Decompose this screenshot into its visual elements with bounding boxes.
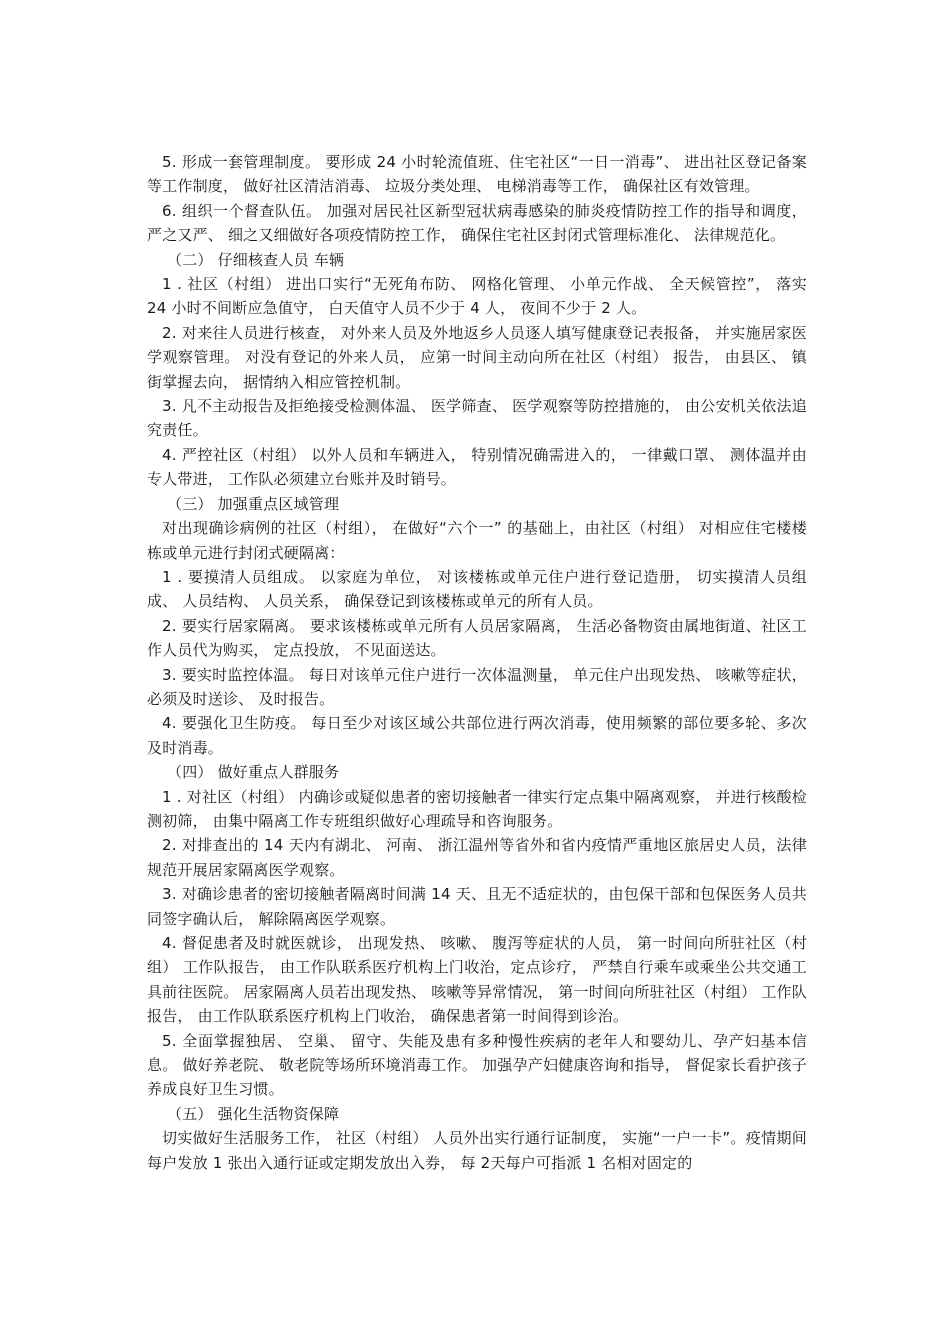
- paragraph-14: 3. 对确诊患者的密切接触者隔离时间满 14 天、且无不适症状的，由包保干部和包保医务人员共同签字确认后， 解除隔离医学观察。: [147, 885, 807, 928]
- paragraph-6: 4. 严控社区（村组） 以外人员和车辆进入， 特别情况确需进入的， 一律戴口罩、 测体温并由专人带进， 工作队必须建立台账并及时销号。: [147, 445, 807, 489]
- paragraph-7: 对出现确诊病例的社区（村组）， 在做好“六个一” 的基础上，由社区（村组） 对相应住宅楼楼栋或单元进行封闭式硬隔离：: [147, 519, 807, 562]
- paragraph-17: 切实做好生活服务工作， 社区（村组） 人员外出实行通行证制度， 实施“一户一卡”。疫情期间每户发放 1 张出入通行证或定期发放出入券， 每 2天每户可指派 1 名相对固定的: [147, 1129, 807, 1172]
- paragraph-5: 3. 凡不主动报告及拒绝接受检测体温、 医学筛查、 医学观察等防控措施的， 由公安机关依法追究责任。: [147, 397, 807, 440]
- document-body: [147, 150, 807, 1175]
- section-heading-2: （二） 仔细核查人员 车辆: [167, 250, 345, 269]
- paragraph-8: 1 . 要摸清人员组成。 以家庭为单位， 对该楼栋或单元住户进行登记造册， 切实摸清人员组成、 人员结构、 人员关系， 确保登记到该楼栋或单元的所有人员。: [147, 567, 807, 611]
- paragraph-9: 2. 要实行居家隔离。 要求该楼栋或单元所有人员居家隔离， 生活必备物资由属地街道、社区工作人员代为购买， 定点投放， 不见面送达。: [147, 616, 807, 660]
- section-heading-5: （五） 强化生活物资保障: [167, 1104, 340, 1123]
- paragraph-3: 1 . 社区（村组） 进出口实行“无死角布防、 网格化管理、 小单元作战、 全天候管控”， 落实 24 小时不间断应急值守， 白天值守人员不少于 4 人， 夜间不少于 2 人。: [147, 275, 807, 318]
- paragraph-4: 2. 对来往人员进行核查， 对外来人员及外地返乡人员逐人填写健康登记表报备， 并实施居家医学观察管理。 对没有登记的外来人员， 应第一时间主动向所在社区（村组） 报告， 由县区、 镇街掌握去向， 据情纳入相应管控机制。: [147, 323, 807, 391]
- paragraph-15: 4. 督促患者及时就医就诊， 出现发热、 咳嗽、 腹泻等症状的人员， 第一时间向所驻社区（村组） 工作队报告， 由工作队联系医疗机构上门收治，定点诊疗， 严禁自行乘车或乘坐公共交通工具前往医院。 居家隔离人员若出现发热、 咳嗽等异常情况， 第一时间向所驻社区（村组） 工作队报告， 由工作队联系医疗机构上门收治， 确保患者第一时间得到诊治。: [147, 934, 807, 1026]
- section-heading-3: （三） 加强重点区域管理: [167, 494, 340, 513]
- paragraph-11: 4. 要强化卫生防疫。 每日至少对该区域公共部位进行两次消毒，使用频繁的部位要多轮、多次及时消毒。: [147, 714, 807, 757]
- paragraph-16: 5. 全面掌握独居、 空巢、 留守、失能及患有多种慢性疾病的老年人和婴幼儿、孕产妇基本信息。 做好养老院、 敬老院等场所环境消毒工作。 加强孕产妇健康咨询和指导， 督促家长看护孩子养成良好卫生习惯。: [147, 1031, 807, 1099]
- paragraph-1: 5. 形成一套管理制度。 要形成 24 小时轮流值班、住宅社区“一日一消毒”、 进出社区登记备案等工作制度， 做好社区清洁消毒、 垃圾分类处理、 电梯消毒等工作， 确保社区有效管理。: [147, 153, 807, 196]
- section-heading-4: （四） 做好重点人群服务: [167, 763, 340, 782]
- paragraph-12: 1 . 对社区（村组） 内确诊或疑似患者的密切接触者一律实行定点集中隔离观察， 并进行核酸检测初筛， 由集中隔离工作专班组织做好心理疏导和咨询服务。: [147, 787, 807, 830]
- paragraph-2: 6. 组织一个督查队伍。 加强对居民社区新型冠状病毒感染的肺炎疫情防控工作的指导和调度， 严之又严、 细之又细做好各项疫情防控工作， 确保住宅社区封闭式管理标准化、 法律规范化。: [147, 201, 807, 245]
- paragraph-13: 2. 对排查出的 14 天内有湖北、 河南、 浙江温州等省外和省内疫情严重地区旅居史人员，法律规范开展居家隔离医学观察。: [147, 836, 807, 879]
- paragraph-10: 3. 要实时监控体温。 每日对该单元住户进行一次体温测量， 单元住户出现发热、 咳嗽等症状， 必须及时送诊、 及时报告。: [147, 665, 807, 708]
